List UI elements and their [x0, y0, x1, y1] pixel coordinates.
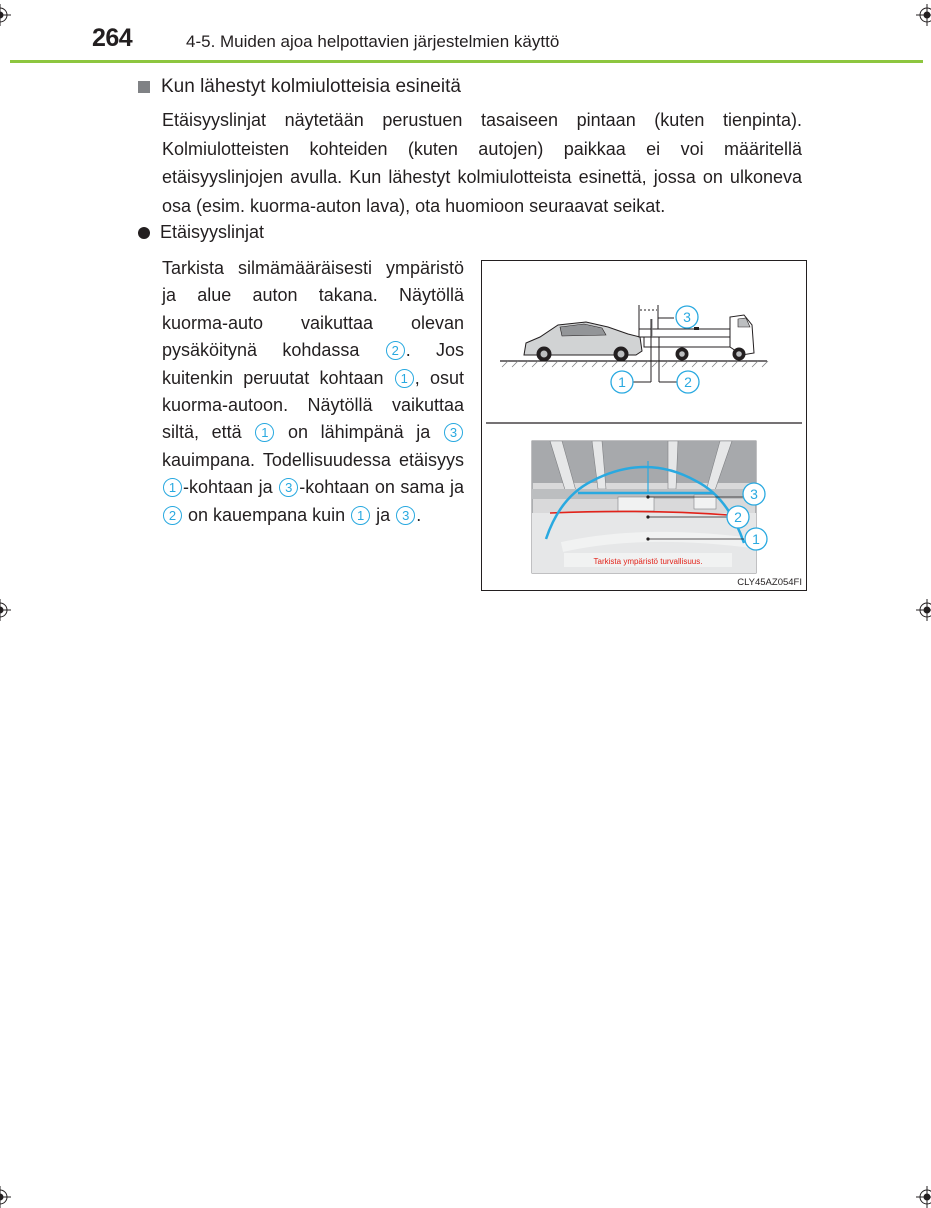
registration-mark-top-left: [0, 4, 11, 26]
marker-1-screen-label: 1: [752, 531, 760, 547]
ground: [500, 361, 768, 367]
registration-mark-middle-right: [916, 599, 931, 621]
marker-1: 1: [255, 423, 274, 442]
text-run: . Jos kuitenkin peruutat kohtaan: [162, 340, 465, 388]
illustration-figure: [481, 260, 807, 591]
marker-3-top: [676, 306, 698, 328]
marker-3: 3: [444, 423, 463, 442]
marker-1: 1: [351, 506, 370, 525]
bullet-item: [138, 222, 264, 243]
marker-3-screen: [743, 483, 765, 505]
registration-mark-top-right: [916, 4, 931, 26]
marker-1: 1: [163, 478, 182, 497]
marker-2: 2: [386, 341, 405, 360]
marker-1-top-label: 1: [618, 374, 626, 390]
bullet-text: Etäisyyslinjat: [160, 222, 265, 242]
text-run: Tarkista silmämääräisesti ympäristö ja alue auton takana. Näytöllä kuorma-auto vaikuttaa olevan pysäköitynä kohdassa: [162, 258, 464, 361]
car-illustration: [524, 322, 642, 362]
text-run: -kohtaan ja: [183, 477, 273, 498]
marker-3: 3: [279, 478, 298, 497]
camera-screen: [532, 441, 756, 573]
marker-1: 1: [395, 369, 414, 388]
marker-2-top: [677, 371, 699, 393]
text-run: kauimpana. Todellisuudessa etäisyys: [162, 449, 464, 470]
heading-text: Kun lähestyt kolmiulotteisia esineitä: [161, 76, 461, 97]
section-heading: [138, 76, 461, 98]
marker-1-screen: [745, 528, 767, 550]
header-rule: [10, 60, 923, 63]
marker-3: 3: [396, 506, 415, 525]
marker-3-screen-label: 3: [750, 486, 758, 502]
text-run: -kohtaan on sama ja: [299, 477, 464, 498]
explanation-paragraph: [162, 255, 464, 529]
round-bullet-icon: [138, 227, 150, 239]
square-bullet-icon: [138, 81, 150, 93]
registration-mark-bottom-left: [0, 1186, 11, 1208]
text-run: ja: [376, 504, 391, 525]
intro-paragraph: Etäisyyslinjat näytetään perustuen tasaiseen pintaan (kuten tienpinta). Kolmiulotteisten kohteiden (kuten autojen) paikkaa ei voi määritellä etäisyyslinjojen avulla. Kun lähestyt kolmiulotteista esinettä, jossa on ulkoneva osa (esim. kuorma-auton lava), ota huomioon seuraavat seikat.: [162, 110, 802, 216]
marker-2: 2: [163, 506, 182, 525]
section-title: 4-5. Muiden ajoa helpottavien järjestelmien käyttö: [186, 32, 560, 51]
marker-2-top-label: 2: [684, 374, 692, 390]
registration-mark-middle-left: [0, 599, 11, 621]
marker-2-screen: [727, 506, 749, 528]
marker-2-screen-label: 2: [734, 509, 742, 525]
figure-code: CLY45AZ054FI: [737, 577, 802, 588]
text-run: on lähimpänä ja: [287, 422, 431, 443]
screen-caption: Tarkista ympäristö turvallisuus.: [593, 557, 703, 566]
illustration-svg: [482, 261, 808, 592]
marker-3-top-label: 3: [683, 309, 691, 325]
page-number: 264: [92, 24, 133, 52]
text-run: , osut kuorma-autoon. Näytöllä vaikuttaa siltä, että: [162, 367, 464, 443]
text-run: on kauempana kuin: [188, 504, 346, 525]
registration-mark-bottom-right: [916, 1186, 931, 1208]
text-run: .: [416, 504, 422, 525]
marker-1-top: [611, 371, 633, 393]
